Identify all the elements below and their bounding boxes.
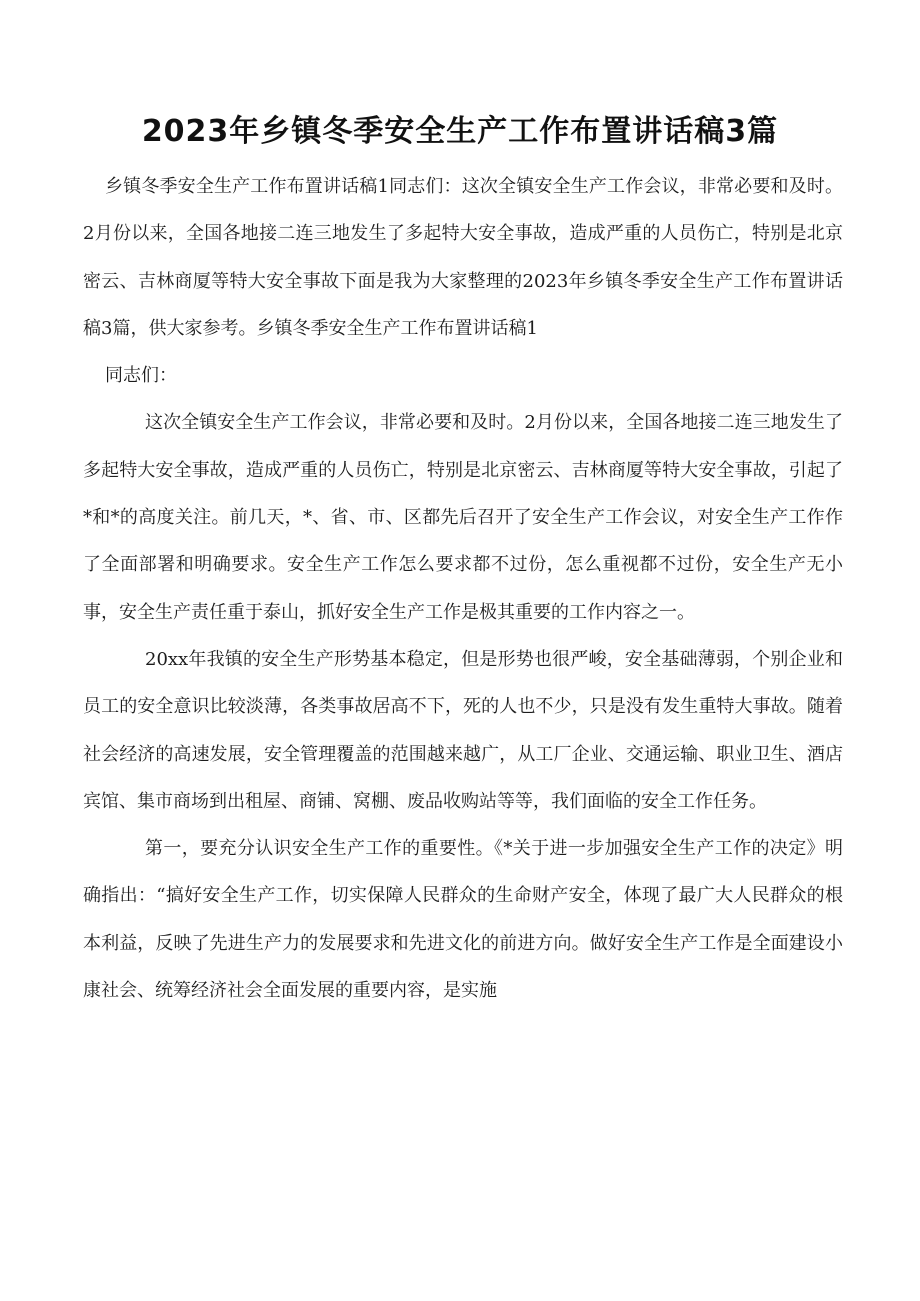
intro-paragraph: 乡镇冬季安全生产工作布置讲话稿1同志们：这次全镇安全生产工作会议，非常必要和及时。2月份以来，全国各地接二连三地发生了多起特大安全事故，造成严重的人员伤亡，特别是北京密云、吉林商厦等特大安全事故下面是我为大家整理的2023年乡镇冬季安全生产工作布置讲话稿3篇，供大家参考。乡镇冬季安全生产工作布置讲话稿1 <box>83 176 843 339</box>
document-title: 2023年乡镇冬季安全生产工作布置讲话稿3篇 <box>141 114 779 149</box>
body-paragraph: 20xx年我镇的安全生产形势基本稳定，但是形势也很严峻，安全基础薄弱，个别企业和员工的安全意识比较淡薄，各类事故居高不下，死的人也不少，只是没有发生重特大事故。随着社会经济的高速发展，安全管理覆盖的范围越来越广，从工厂企业、交通运输、职业卫生、酒店宾馆、集市商场到出租屋、商铺、窝棚、废品收购站等等，我们面临的安全工作任务。 <box>83 648 843 812</box>
salutation-paragraph: 同志们： <box>105 365 177 387</box>
body-paragraph: 这次全镇安全生产工作会议，非常必要和及时。2月份以来，全国各地接二连三地发生了多起特大安全事故，造成严重的人员伤亡，特别是北京密云、吉林商厦等特大安全事故，引起了*和*的高度关注。前几天，*、省、市、区都先后召开了安全生产工作会议，对安全生产工作作了全面部署和明确要求。安全生产工作怎么要求都不过份，怎么重视都不过份，安全生产无小事，安全生产责任重于泰山，抓好安全生产工作是极其重要的工作内容之一。 <box>83 412 843 623</box>
body-paragraph: 第一，要充分认识安全生产工作的重要性。《*关于进一步加强安全生产工作的决定》明确指出：“搞好安全生产工作，切实保障人民群众的生命财产安全，体现了最广大人民群众的根本利益，反映了先进生产力的发展要求和先进文化的前进方向。做好安全生产工作是全面建设小康社会、统筹经济社会全面发展的重要内容，是实施 <box>83 838 843 1002</box>
document-body <box>83 163 843 1014</box>
